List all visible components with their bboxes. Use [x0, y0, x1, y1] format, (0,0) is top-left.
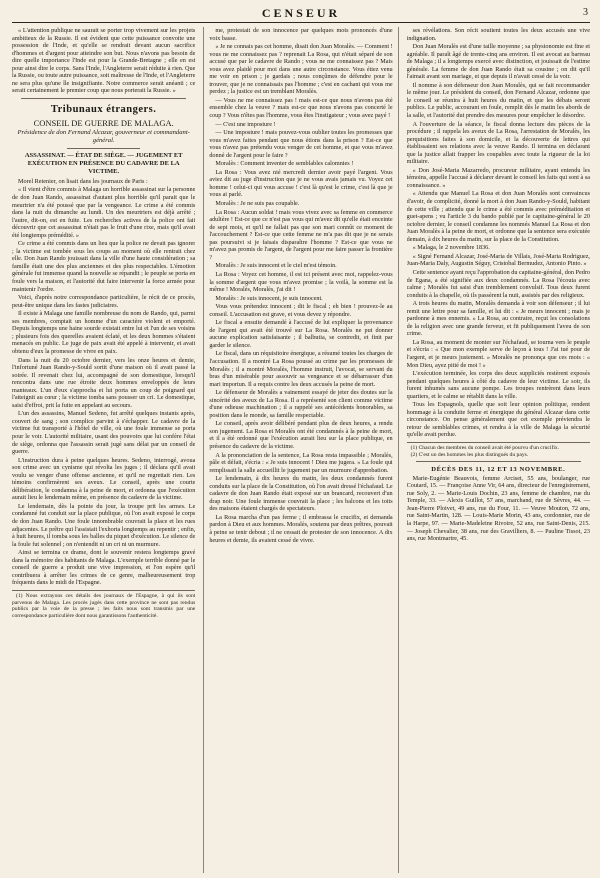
intro-paragraph: « L'attention publique ne saurait se porter trop vivement sur les projets ambitieux de la Russie. Il est évident que cette puissance convoite une possession de l'Inde, et qu'elle se rendrait devant aucun sacrifice d'hommes et d'argent pour atteindre son but. Nous n'avons pas besoin de dire quelle importance l'Inde est pour la Grande-Bretagne ; elle en est pour ainsi dire le corps. Sans l'Inde, l'Angleterre serait réduite à rien. Que la Russie, ou toute autre puissance, soit maîtresse de l'Inde, et l'Angleterre ne sera plus qu'une île insignifiante. Notre commerce serait anéanti ; ce serait certainement le premier coup que nous porterait la Russie. »	[12, 27, 196, 95]
paragraph: Ainsi se termina ce drame, dont le souvenir restera longtemps gravé dans la mémoire des habitants de Malaga. L'exemple terrible donné par le conseil de guerre a produit une vive impression, et l'on espère qu'il contribuera à arrêter les crimes de ce genre, malheureusement trop fréquents dans le midi de l'Espagne.	[12, 549, 196, 587]
left-body	[12, 178, 195, 587]
paragraph: — Vous ne me connaissez pas ! mais est-ce que nous n'avons pas été ensemble chez la veuve ? mais est-ce que nous n'avons pas concerté le coup ? Vous n'êtes pas l'homme, vous êtes l'instigateur ; vous avez payé !	[209, 96, 393, 120]
footnote-text: (2) C'est un des hommes les plus distingués du pays.	[410, 451, 529, 458]
case-title: ASSASSINAT. — ÉTAT DE SIÈGE. — JUGEMENT ET EXÉCUTION EN PRÉSENCE DU CADAVRE DE LA VICTIME.	[24, 151, 183, 175]
paragraph: — C'est une imposture !	[215, 120, 276, 128]
paragraph: Le fiscal a ensuite demandé à l'accusé de lui expliquer la provenance de l'argent qui avait été trouvé sur La Rosa. Moralès ne put donner aucune explication satisfaisante ; il balbutia, se contredit, et finit par garder le silence.	[209, 319, 393, 349]
footnote-text: (1) Chacun des membres du conseil avait été pourvu d'un crucifix.	[410, 444, 560, 451]
paragraph: Voici, d'après notre correspondance particulière, le récit de ce procès, peut-être unique dans les fastes judiciaires.	[12, 294, 196, 309]
paragraph: L'exécution terminée, les corps des deux suppliciés restèrent exposés pendant quelques heures à côté du cadavre de leur victime. Le soir, ils furent inhumés sans aucune pompe. Les troupes rentrèrent dans leurs quartiers, et le calme se rétablit dans la ville.	[406, 370, 590, 400]
paragraph: Don Juan Moralès est d'une taille moyenne ; sa physionomie est fine et agréable. Il paraît âgé de trente-cinq ans environ. Il est avocat au barreau de Malaga ; il a longtemps exercé avec distinction, et jouissait de l'estime générale. La femme de don Juan Rando était sa cousine ; on dit qu'il l'aimait avant son mariage, et que depuis il n'avait cessé de la voir.	[406, 43, 590, 81]
newspaper-title: CENSEUR	[261, 6, 341, 20]
column-left	[12, 27, 195, 873]
paragraph: Moralès : Comment inventer de semblables calomnies !	[215, 160, 354, 168]
paragraph: Dans la nuit du 20 octobre dernier, vers les onze heures et demie, l'infortuné Juan Rando-y-Sould sortit d'une maison où il avait passé la soirée. Il revenait chez lui, accompagné de son domestique, lorsqu'il rencontra dans une rue étroite deux hommes enveloppés de leurs manteaux. L'un d'eux s'approcha et lui porta un coup de poignard qui l'atteignit au cœur ; la victime tomba sans pousser un cri. Le domestique, saisi d'effroi, prit la fuite en appelant au secours.	[12, 356, 196, 409]
subheading: CONSEIL DE GUERRE DE MALAGA.	[33, 117, 174, 128]
divider	[67, 148, 140, 149]
section-heading: Tribunaux étrangers.	[50, 103, 157, 115]
right-body	[407, 27, 590, 439]
deaths-list: Marie-Eugénie Beauvois, femme Arciset, 55 ans, boulanger, rue Coutard, 15. — Françoise Anne Vir, 64 ans, directeur de l'enregistrement, rue Soly, 2. — Marie-Louis Dochin, 23 ans, femme de chambre, rue du Temple, 33. — Alexis Guillot, 57 ans, marchand, rue de Sèvres, 44. — Jean-Pierre Ploivet, 49 ans, rue du Four, 11. — Veuve Mouton, 72 ans, rue Saint-Martin, 128. — Louis-Marie Morin, 43 ans, cordonnier, rue de la Harpe, 97. — Marie-Madeleine Rivoire, 52 ans, rue Saint-Denis, 215. — Joseph Chevalier, 38 ans, rue des Gravilliers, 8. — Pauline Tissot, 23 ans, rue Montmartre, 45.	[406, 474, 590, 543]
paragraph: ses révélations. Son récit soutient toutes les deux accusés une vive indignation.	[406, 27, 590, 42]
paragraph: Moralès : Je suis innocent, je suis innocent.	[215, 294, 323, 302]
paragraph: me, protestait de son innocence par quelques mots prononcés d'une voix basse.	[209, 27, 393, 42]
paragraph: A trois heures du matin, Moralès demanda à voir son défenseur ; il lui remit une lettre pour sa famille, et lui dit : « Je meurs innocent ; mais je pardonne à mes ennemis. » La Rosa, au contraire, reçut les consolations de la religion avec une grande ferveur, et fit publiquement l'aveu de son crime.	[406, 300, 590, 338]
paragraph: La Rosa marcha d'un pas ferme ; il embrassa le crucifix, et demanda pardon à Dieu et aux hommes. Moralès, soutenu par deux prêtres, pouvait à peine se tenir debout ; il ne cessait de protester de son innocence. A dix heures et demie, ils avaient cessé de vivre.	[209, 513, 393, 544]
deaths-heading: DÉCÈS DES 11, 12 ET 13 NOVEMBRE.	[431, 466, 566, 474]
divider	[21, 98, 186, 99]
paragraph: « Don José-Maria Mazarredo, procureur militaire, ayant entendu les témoins, appelle l'accusé à déclarer devant le conseil les faits qui sont à sa connaissance. »	[406, 166, 590, 189]
masthead	[12, 6, 590, 23]
paragraph: Le conseil, après avoir délibéré pendant plus de deux heures, a rendu son jugement. La Rosa et Moralès ont été condamnés à la peine de mort, et il a été ordonné que l'exécution aurait lieu sur la place publique, en présence du cadavre de la victime.	[209, 420, 393, 450]
paragraph: — Une imposture ! mais pouvez-vous oublier toutes les promesses que vous m'avez faites pendant que nous étions dans la prison ? Est-ce que vous n'avez pas prétendu vous venger de cet homme, et que vous m'avez donné de l'argent pour le faire ?	[209, 129, 393, 159]
paragraph: Le lendemain, dès la pointe du jour, la troupe prit les armes. Le condamné fut conduit sur la place publique, où l'on avait exposé le corps de don Juan Rando. Une foule innombrable couvrait la place et les rues adjacentes. Le prêtre qui l'assistait l'exhorta longtemps au repentir ; enfin, à huit heures, il tomba sous les balles du piquet d'exécution. Le silence de la foule fut solennel ; on n'entendit ni un cri ni un murmure.	[12, 502, 196, 548]
paragraph: Le défenseur de Moralès a vainement essayé de jeter des doutes sur la sincérité des aveux de La Rosa. Il a représenté son client comme victime d'une odieuse machination ; il a rappelé ses antécédents honorables, sa position dans le monde, sa famille respectable.	[209, 389, 393, 419]
paragraph: La Rosa, au moment de monter sur l'échafaud, se tourna vers le peuple et s'écria : « Que mon exemple serve de leçon à tous ! J'ai tué pour de l'argent, et je meurs justement. » Moralès ne prononça que ces mots : « Mon Dieu, ayez pitié de moi ! »	[406, 338, 590, 369]
column-right	[407, 27, 590, 873]
paragraph: Morel Retenier, on lisait dans les journaux de Paris :	[18, 177, 148, 185]
paragraph: « Malaga, le 2 novembre 1836.	[412, 244, 490, 252]
footnotes	[407, 442, 590, 458]
paragraph: Cette sentence ayant reçu l'approbation du capitaine-général, don Pedro de Egana, a été signifiée aux deux condamnés. La Rosa l'écouta avec calme ; Moralès fut saisi d'un tremblement convulsif. Tous deux furent conduits à la chapelle, où ils passèrent la nuit, assistés par des religieux.	[406, 268, 590, 299]
paragraph: Moralès : Je suis innocent et le ciel m'est témoin.	[215, 262, 337, 270]
paragraph: La Rosa : Vous avez nié mercredi dernier avoir payé l'argent. Vous aviez dit au juge d'instruction que je ne vous avais jamais vu. Voyez cet homme ! celui-ci qui vous accuse ! c'est là qu'est le crime, c'est là que je vous ai parlé.	[209, 168, 393, 199]
paragraph: Moralès : Je ne suis pas coupable.	[215, 200, 300, 208]
paragraph: Tous les Espagnols, quelle que soit leur opinion politique, rendent hommage à la conduite ferme et énergique du général Alcazar dans cette circonstance. On pense généralement que cet exemple préviendra le retour de semblables crimes, et rendra à la ville de Malaga la sécurité qu'elle avait perdue.	[406, 401, 590, 439]
paragraph: « Signé Fernand Alcazar, José-Maria de Villais, José-Maria Rodriguez, Juan-Maria Daly, Augustin Séguy, Cristobal Bermudez, Antonio Pinto. »	[406, 252, 590, 268]
paragraph: Vous vous prétendez innocent ; dit le fiscal ; eh bien ! prouvez-le au conseil. L'accusation est grave, et vous devez y répondre.	[209, 303, 393, 318]
paragraph: Ce crime a été commis dans un lieu que la police ne devait pas ignorer ; la victime est tombée sous les coups au moment où elle rentrait chez elle. Don Juan Rando jouissait dans la ville d'une haute considération ; sa famille était une des plus anciennes et des plus respectables. L'émotion générale fut immense quand la nouvelle se répandit ; le peuple se porta en foule vers la maison, et l'autorité dut faire intervenir la force armée pour maintenir l'ordre.	[12, 240, 196, 293]
paragraph: L'instruction dura à peine quelques heures. Sedeno, interrogé, avoua son crime avec un cynisme qui révolta les juges ; il déclara qu'il avait voulu se venger d'une offense ancienne, et qu'il ne regrettait rien. Les témoins confirmèrent ses aveux. Le conseil, après une courte délibération, le condamna à la peine de mort, et ordonna que l'exécution aurait lieu le lendemain même, en présence du cadavre de la victime.	[12, 456, 196, 502]
paragraph: Le fiscal, dans un réquisitoire énergique, a résumé toutes les charges de l'accusation. Il a montré La Rosa poussé au crime par les promesses de Moralès ; il a montré Moralès, l'homme instruit, l'avocat, se servant du bras d'un misérable pour assouvir sa vengeance et se débarrasser d'un mari importun. Il a requis contre les deux accusés la peine de mort.	[209, 350, 393, 388]
paragraph: « Attendu que Manuel La Rosa et don Juan Moralès sont convaincus d'avoir, de complicité, donné la mort à don Juan Rando-y-Sould, habitant de cette ville ; attendu que le crime a été commis avec préméditation et guet-apens ; vu l'article 3 du bando publié par le capitaine-général le 20 octobre dernier, le conseil condamne les nommés Manuel La Rosa et don Juan Moralès à la peine de mort, et ordonne que la sentence sera exécutée demain, à dix heures du matin, sur la place de la Constitution.	[406, 190, 590, 243]
presidency-line: Présidence de don Fernand Alcazar, gouverneur et commandant-général.	[17, 128, 190, 144]
paragraph: Il nomme à son défenseur don Juan Moralès, qui se fait recommander le même jour. Le président du conseil, don Fernand Alcazar, ordonne que le conseil se réunira à huit heures du matin, et que les débats seront publics. Le public, accourant en foule, remplit dès le matin les abords de la salle, et l'autorité dut prendre des mesures pour empêcher le désordre.	[406, 81, 590, 120]
paragraph: A la prononciation de la sentence, La Rosa resta impassible ; Moralès, pâle et défait, s'écria : « Je suis innocent ! Dieu me jugera. » La foule qui remplissait la salle accueillit le jugement par un murmure d'approbation.	[209, 451, 393, 474]
divider	[416, 461, 581, 462]
columns	[12, 27, 590, 873]
paragraph: La Rosa : Voyez cet homme, il est ici présent avec moi, rappelez-vous la somme d'argent que vous m'avez promise ; la voilà, la somme est la même ! Moralès, Moralès, j'ai dit !	[209, 270, 393, 294]
footnote-text: (1) Nous extrayons ces détails des journaux de l'Espagne, à qui ils sont parvenus de Malaga. Les procès jugés dans cette province ne sont pas rendus publics par la voie de la presse ; les faits nous sont transmis par une correspondance particulière dont nous garantissons l'authenticité.	[12, 592, 196, 619]
paragraph: Le lendemain, à dix heures du matin, les deux condamnés furent conduits sur la place de la Constitution, où l'on avait dressé l'échafaud. Le cadavre de don Juan Rando était exposé sur un brancard, recouvert d'un drap noir. Une foule immense couvrait la place ; les balcons et les toits des maisons étaient chargés de spectateurs.	[209, 475, 393, 513]
paragraph: « Il vient d'être commis à Malaga un horrible assassinat sur la personne de don Juan Rando, assassinat d'autant plus horrible qu'il parait que le meurtrier n'a été poussé que par la vengeance. Le crime a été commis dans la nuit du dimanche au lundi. Un des meurtriers est déjà arrêté ; l'autre, dit-on, est en fuite. Les recherches actives de la police ont fait découvrir que cet assassinat n'était pas le fruit d'une rixe, mais qu'il avait été longtemps prémédité. »	[12, 186, 196, 239]
paragraph: La Rosa : Aucun soldat ! mais vous vivez avec sa femme en commerce adultère ! Est-ce que ce n'est pas vous qui m'avez dit qu'elle était enceinte de sept mois, et qu'il ne fallait pas que son mari connût ce moment de l'accouchement ? Est-ce que cette femme ne m'a pas dit que je ne serais pas poursuivi si je faisais disparaître l'homme ? Est-ce que vous ne m'avez pas promis de l'argent, de l'argent pour me faire passer la frontière ?	[209, 208, 393, 261]
paragraph: « Je ne connais pas cet homme, disait don Juan Moralès. — Comment ! vous ne me connaissez pas ? reprenait La Rosa, qui n'était séparé de son accusé que par le cadavre de Rando ; vous ne me connaissez pas ? Mais vous avez plaidé pour moi dans une autre circonstance. Vous étiez venu me voir en prison ; je gardais ; nous conçûmes de défendre pour le trouver, que je ne connaissais pas l'homme ; c'est en cachant qui vous me perdez ; la justice est un tremblant Moralès.	[209, 43, 393, 96]
footnote	[12, 590, 195, 619]
paragraph: A l'ouverture de la séance, le fiscal donna lecture des pièces de la procédure ; il rappela les aveux de La Rosa, l'arrestation de Moralès, les perquisitions faites à son domicile, et la découverte de lettres qui établissaient ses relations avec la veuve Rando. Il termina en déclarant que la justice allait frapper les coupables avec toute la rigueur de la loi militaire.	[406, 120, 590, 166]
page-number: 3	[583, 7, 588, 18]
paragraph: Il existe à Malaga une famille nombreuse du nom de Rando, qui, parmi ses membres, comptait un homme d'un caractère violent et emporté. Depuis longtemps une haine sourde existait entre lui et l'un de ses voisins ; plusieurs fois des querelles avaient éclaté, et les deux hommes s'étaient menacés en public. Le juge de paix avait été appelé à intervenir, et avait obtenu d'eux la promesse de vivre en paix.	[12, 310, 196, 355]
column-middle	[203, 27, 398, 873]
paragraph: L'un des assassins, Manuel Sedeno, fut arrêté quelques instants après, couvert de sang ; son complice parvint à s'échapper. Le cadavre de la victime fut transporté à l'hôtel de ville, où une foule immense se porta pour le voir. L'autorité militaire, usant des pouvoirs que lui confère l'état de siège, ordonna que l'assassin serait jugé sans délai par un conseil de guerre.	[12, 410, 196, 456]
middle-body	[209, 27, 392, 544]
